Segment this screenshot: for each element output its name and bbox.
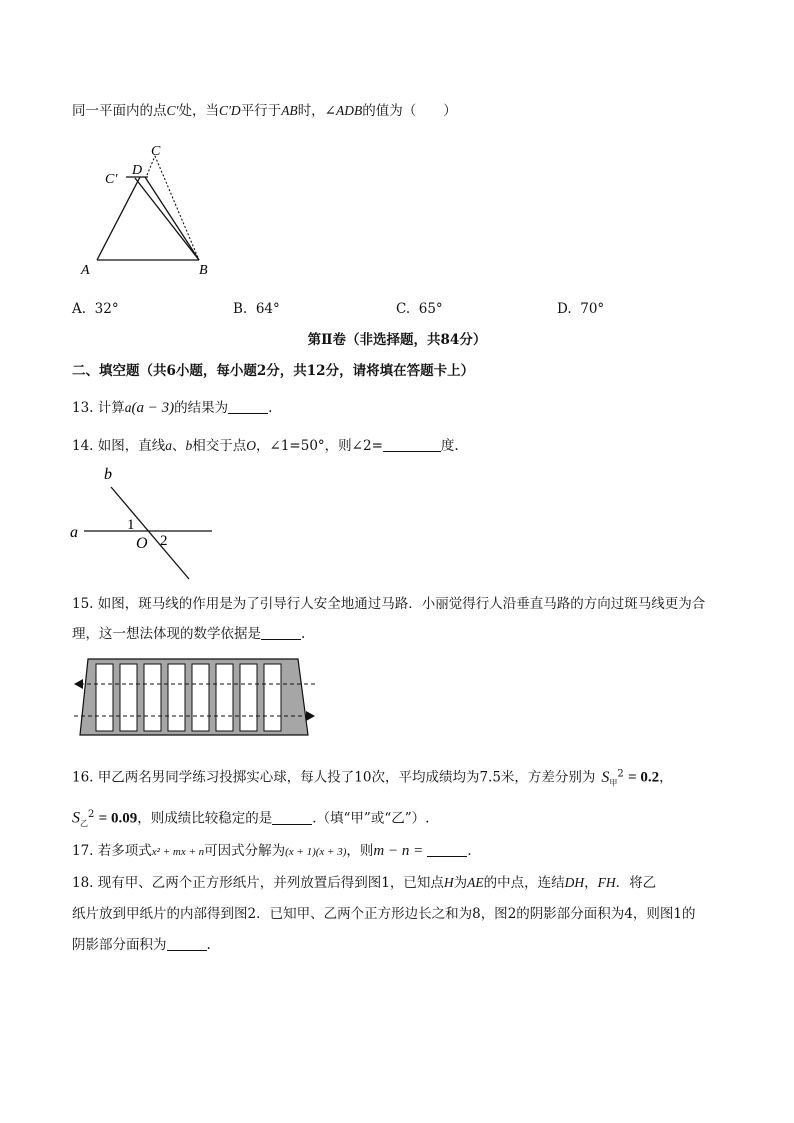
- q18-text: ．将乙: [615, 875, 657, 891]
- q16-eq-jia: = 0.2: [628, 769, 660, 786]
- q16-text: .（填“甲”或“乙”）.: [312, 810, 430, 827]
- zebra-stripe: [96, 664, 113, 731]
- arrow-right-icon: [306, 711, 315, 721]
- q16-sub-jia: 甲: [609, 778, 618, 788]
- q18-text: ．已知甲、乙两个正方形边长之和为: [256, 906, 473, 922]
- q16-s-symbol: S: [72, 809, 80, 827]
- q18-seg-fh: FH: [597, 875, 616, 890]
- q14-text: 度.: [440, 438, 459, 454]
- arrow-left-icon: [74, 679, 83, 689]
- q16-sup-2: 2: [88, 809, 95, 820]
- q18-num-8: 8: [472, 906, 481, 922]
- q18-text: 阴影部分面积为: [72, 937, 167, 953]
- option-letter: A.: [72, 301, 87, 317]
- option-c[interactable]: [396, 301, 443, 317]
- q15-text: .: [301, 626, 306, 642]
- q17-text: 17. 若多项式: [72, 843, 152, 859]
- q13-text: 计算: [97, 400, 125, 416]
- q12-ab: AB: [281, 103, 298, 118]
- question-16-line1: [72, 764, 673, 793]
- q14-number: 14.: [72, 438, 94, 454]
- q14-intersecting-lines-figure: [66, 460, 226, 585]
- question-17: [72, 841, 472, 862]
- q17-factorization: (x + 1)(x + 3): [285, 846, 347, 858]
- q12-c-prime: C′: [166, 103, 179, 118]
- segment-a-cprime: [97, 177, 140, 260]
- option-d[interactable]: [557, 301, 604, 317]
- q12-triangle-figure: [75, 140, 225, 280]
- zebra-stripe: [240, 664, 257, 731]
- q14-line-a: a: [165, 438, 173, 453]
- segment-d-b: [145, 177, 199, 260]
- label-line-b: b: [104, 466, 112, 483]
- option-value: 65°: [418, 301, 443, 317]
- segment-cprime-b: [135, 178, 199, 260]
- q14-text: 、: [172, 438, 186, 454]
- q17-text: 可因式分解为: [204, 843, 286, 859]
- q18-num-4: 4: [624, 906, 633, 922]
- option-letter: C.: [396, 301, 411, 317]
- q16-text: ，: [659, 769, 673, 786]
- q18-fig-num: 2: [247, 906, 257, 922]
- q14-text: 如图，直线: [97, 438, 166, 454]
- label-c: C: [151, 144, 161, 159]
- q13-expr-a: a: [124, 400, 132, 415]
- q18-text: 为: [453, 875, 468, 891]
- question-14: [72, 436, 459, 456]
- q18-text: ，已知点: [389, 875, 444, 891]
- q16-answer-blank[interactable]: [272, 810, 312, 825]
- q13-text: 的结果为: [174, 400, 229, 416]
- q16-sub-yi: 乙: [80, 819, 88, 829]
- label-angle-1: 1: [127, 517, 135, 533]
- zebra-stripe: [192, 664, 209, 731]
- option-value: 70°: [580, 301, 605, 317]
- segment-c-b-dotted: [155, 156, 199, 260]
- q18-seg-ae: AE: [467, 875, 484, 890]
- q16-text: ，则成绩比较稳定的是: [137, 810, 273, 827]
- zebra-stripe: [144, 664, 161, 731]
- q18-text: ，则图: [632, 906, 674, 922]
- q18-text: 18. 现有甲、乙两个正方形纸片，并列放置后得到图: [72, 875, 382, 891]
- q14-text: 相交于点: [192, 438, 247, 454]
- q18-point-h: H: [443, 875, 454, 890]
- option-value: 32°: [94, 301, 119, 317]
- zebra-stripe: [264, 664, 281, 731]
- q18-answer-blank[interactable]: [167, 936, 207, 951]
- q18-fig-num: 1: [673, 906, 682, 922]
- section2-title: 二、填空题（共6小题，每小题2分，共12分，请将填在答题卡上）: [72, 363, 475, 379]
- q13-number: 13.: [72, 400, 94, 416]
- option-letter: B.: [233, 301, 248, 317]
- label-line-a: a: [70, 524, 78, 541]
- q16-sup-2: 2: [617, 768, 624, 779]
- q18-text: 纸片放到甲纸片的内部得到图: [72, 906, 248, 922]
- q12-text: 处，当: [178, 103, 219, 119]
- q17-m-minus-n: m − n =: [373, 843, 424, 859]
- line-b: [111, 487, 189, 579]
- q17-text: ，则: [346, 843, 374, 859]
- q18-text: 的中点，连结: [483, 875, 565, 891]
- q12-text: 的值为（ ）: [362, 103, 457, 119]
- label-c-prime: C′: [105, 172, 118, 187]
- q12-text: 同一平面内的点: [72, 103, 167, 119]
- q12-text: 时，∠: [297, 103, 336, 119]
- zebra-stripe: [216, 664, 233, 731]
- q13-answer-blank[interactable]: [228, 399, 268, 414]
- question-15-line1: 15. 如图，斑马线的作用是为了引导行人安全地通过马路．小丽觉得行人沿垂直马路的方向过斑马线更为合: [72, 596, 706, 612]
- q14-text: ，∠1=50°，则∠2=: [256, 438, 383, 454]
- q15-text: 理，这一想法体现的数学依据是: [72, 626, 261, 642]
- q12-cprime-d: C′D: [218, 103, 241, 118]
- q17-text: .: [467, 843, 472, 859]
- q14-answer-blank[interactable]: [383, 437, 441, 452]
- zebra-stripe: [120, 664, 137, 731]
- q17-polynomial: x² + mx + n: [151, 846, 205, 858]
- q16-text: 16. 甲乙两名男同学练习投掷实心球，每人投了10次，平均成绩均为7.5米，方差分别为: [72, 769, 596, 786]
- option-a[interactable]: [72, 301, 119, 317]
- option-b[interactable]: [233, 301, 280, 317]
- option-value: 64°: [255, 301, 280, 317]
- label-point-o: O: [136, 535, 148, 552]
- label-a: A: [81, 263, 90, 278]
- q14-line-b: b: [185, 438, 193, 453]
- q12-adb: ADB: [336, 103, 363, 118]
- q17-answer-blank[interactable]: [427, 842, 467, 857]
- q13-text: .: [268, 400, 273, 416]
- q18-fig-num: 1: [381, 875, 390, 891]
- question-13: [72, 398, 272, 418]
- q18-text: ，: [584, 875, 598, 891]
- q18-text: 的: [681, 906, 696, 922]
- question-18-line3: [72, 935, 211, 955]
- q14-point-o: O: [246, 438, 257, 453]
- q12-tail-line: [72, 101, 457, 121]
- q13-expr-paren: (a − 3): [131, 400, 175, 416]
- q18-fig-num: 2: [507, 906, 517, 922]
- label-angle-2: 2: [160, 533, 168, 549]
- q16-eq-yi: = 0.09: [98, 810, 138, 827]
- question-18-line2: [72, 904, 695, 924]
- zebra-stripe: [168, 664, 185, 731]
- part2-title: 第Ⅱ卷（非选择题，共84分）: [307, 332, 487, 348]
- option-letter: D.: [557, 301, 572, 317]
- q15-answer-blank[interactable]: [261, 625, 301, 640]
- label-d: D: [132, 163, 143, 178]
- q16-s-symbol: S: [601, 768, 610, 786]
- q18-text: .: [206, 937, 211, 953]
- q12-text: 平行于: [240, 103, 282, 119]
- zebra-crossing-figure: [72, 655, 322, 740]
- label-b: B: [199, 263, 208, 278]
- q18-text: 的阴影部分面积为: [516, 906, 625, 922]
- q18-seg-dh: DH: [564, 875, 585, 890]
- question-15-line2: [72, 624, 305, 644]
- question-16-line2: [72, 805, 429, 834]
- question-18-line1: [72, 873, 656, 893]
- q18-text: ，图: [480, 906, 508, 922]
